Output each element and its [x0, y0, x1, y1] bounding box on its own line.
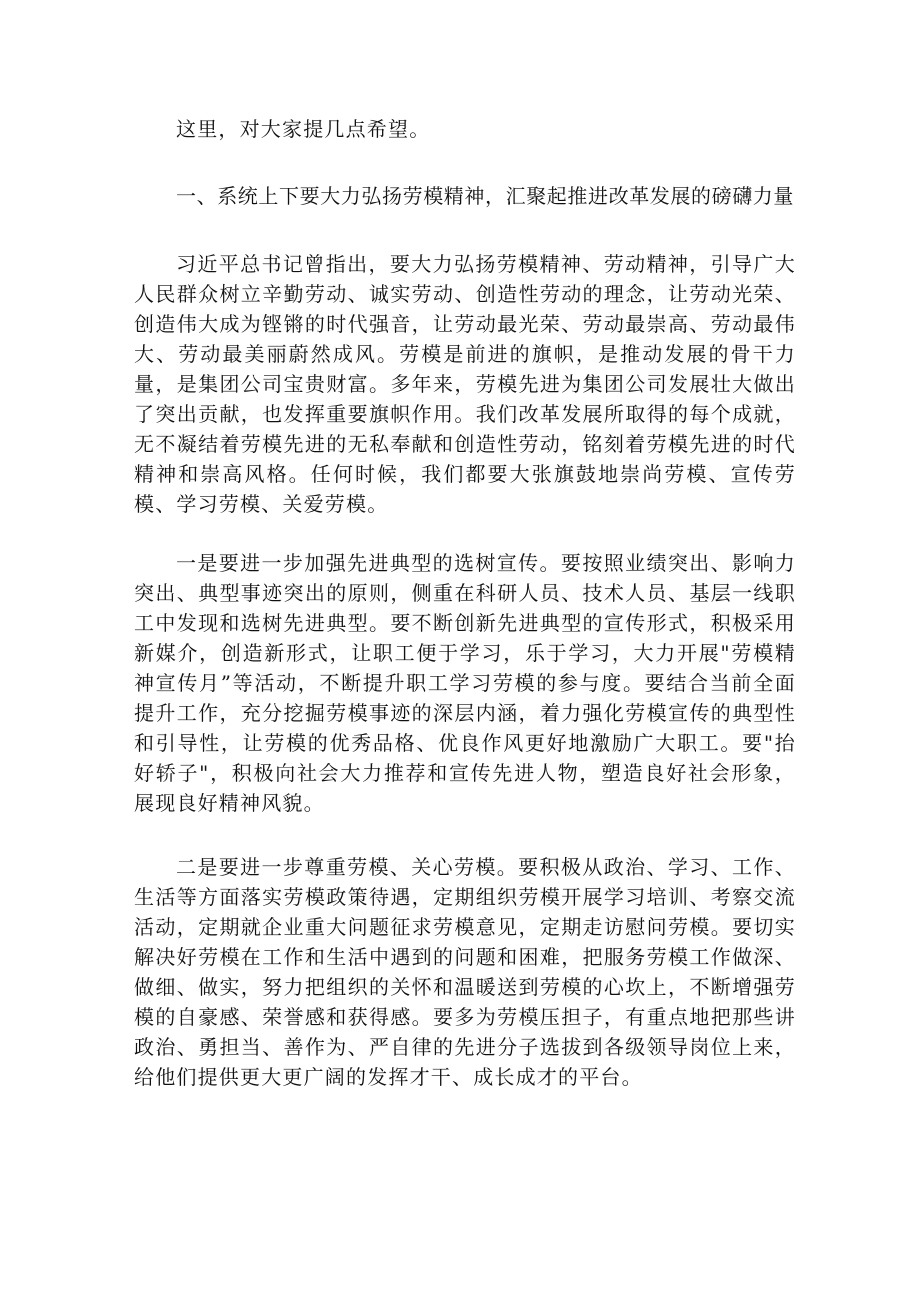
body-paragraph-1: 习近平总书记曾指出，要大力弘扬劳模精神、劳动精神，引导广大人民群众树立辛勤劳动、诚实劳动、创造性劳动的理念，让劳动光荣、创造伟大成为铿锵的时代强音，让劳动最光荣、劳动最崇高、劳动最伟大、劳动最美丽蔚然成风。劳模是前进的旗帜，是推动发展的骨干力量，是集团公司宝贵财富。多年来，劳模先进为集团公司发展壮大做出了突出贡献，也发挥重要旗帜作用。我们改革发展所取得的每个成就，无不凝结着劳模先进的无私奉献和创造性劳动，铭刻着劳模先进的时代精神和崇高风格。任何时候，我们都要大张旗鼓地崇尚劳模、宣传劳模、学习劳模、关爱劳模。 — [134, 252, 796, 516]
body-paragraph-3: 二是要进一步尊重劳模、关心劳模。要积极从政治、学习、工作、生活等方面落实劳模政策待遇，定期组织劳模开展学习培训、考察交流活动，定期就企业重大问题征求劳模意见，定期走访慰问劳模。要切实解决好劳模在工作和生活中遇到的问题和困难，把服务劳模工作做深、做细、做实，努力把组织的关怀和温暖送到劳模的心坎上，不断增强劳模的自豪感、荣誉感和获得感。要多为劳模压担子，有重点地把那些讲政治、勇担当、善作为、严自律的先进分子选拔到各级领导岗位上来，给他们提供更大更广阔的发挥才干、成长成才的平台。 — [134, 855, 796, 1089]
intro-paragraph: 这里，对大家提几点希望。 — [176, 117, 431, 141]
section-heading: 一、系统上下要大力弘扬劳模精神，汇聚起推进改革发展的磅礴力量 — [176, 184, 794, 208]
body-paragraph-2: 一是要进一步加强先进典型的选树宣传。要按照业绩突出、影响力突出、典型事迹突出的原则，侧重在科研人员、技术人员、基层一线职工中发现和选树先进典型。要不断创新先进典型的宣传形式，积极采用新媒介，创造新形式，让职工便于学习，乐于学习，大力开展"劳模精神宣传月”等活动，不断提升职工学习劳模的参与度。要结合当前全面提升工作，充分挖掘劳模事迹的深层内涵，着力强化劳模宣传的典型性和引导性，让劳模的优秀品格、优良作风更好地激励广大职工。要"抬好轿子"，积极向社会大力推荐和宣传先进人物，塑造良好社会形象，展现良好精神风貌。 — [134, 551, 796, 815]
